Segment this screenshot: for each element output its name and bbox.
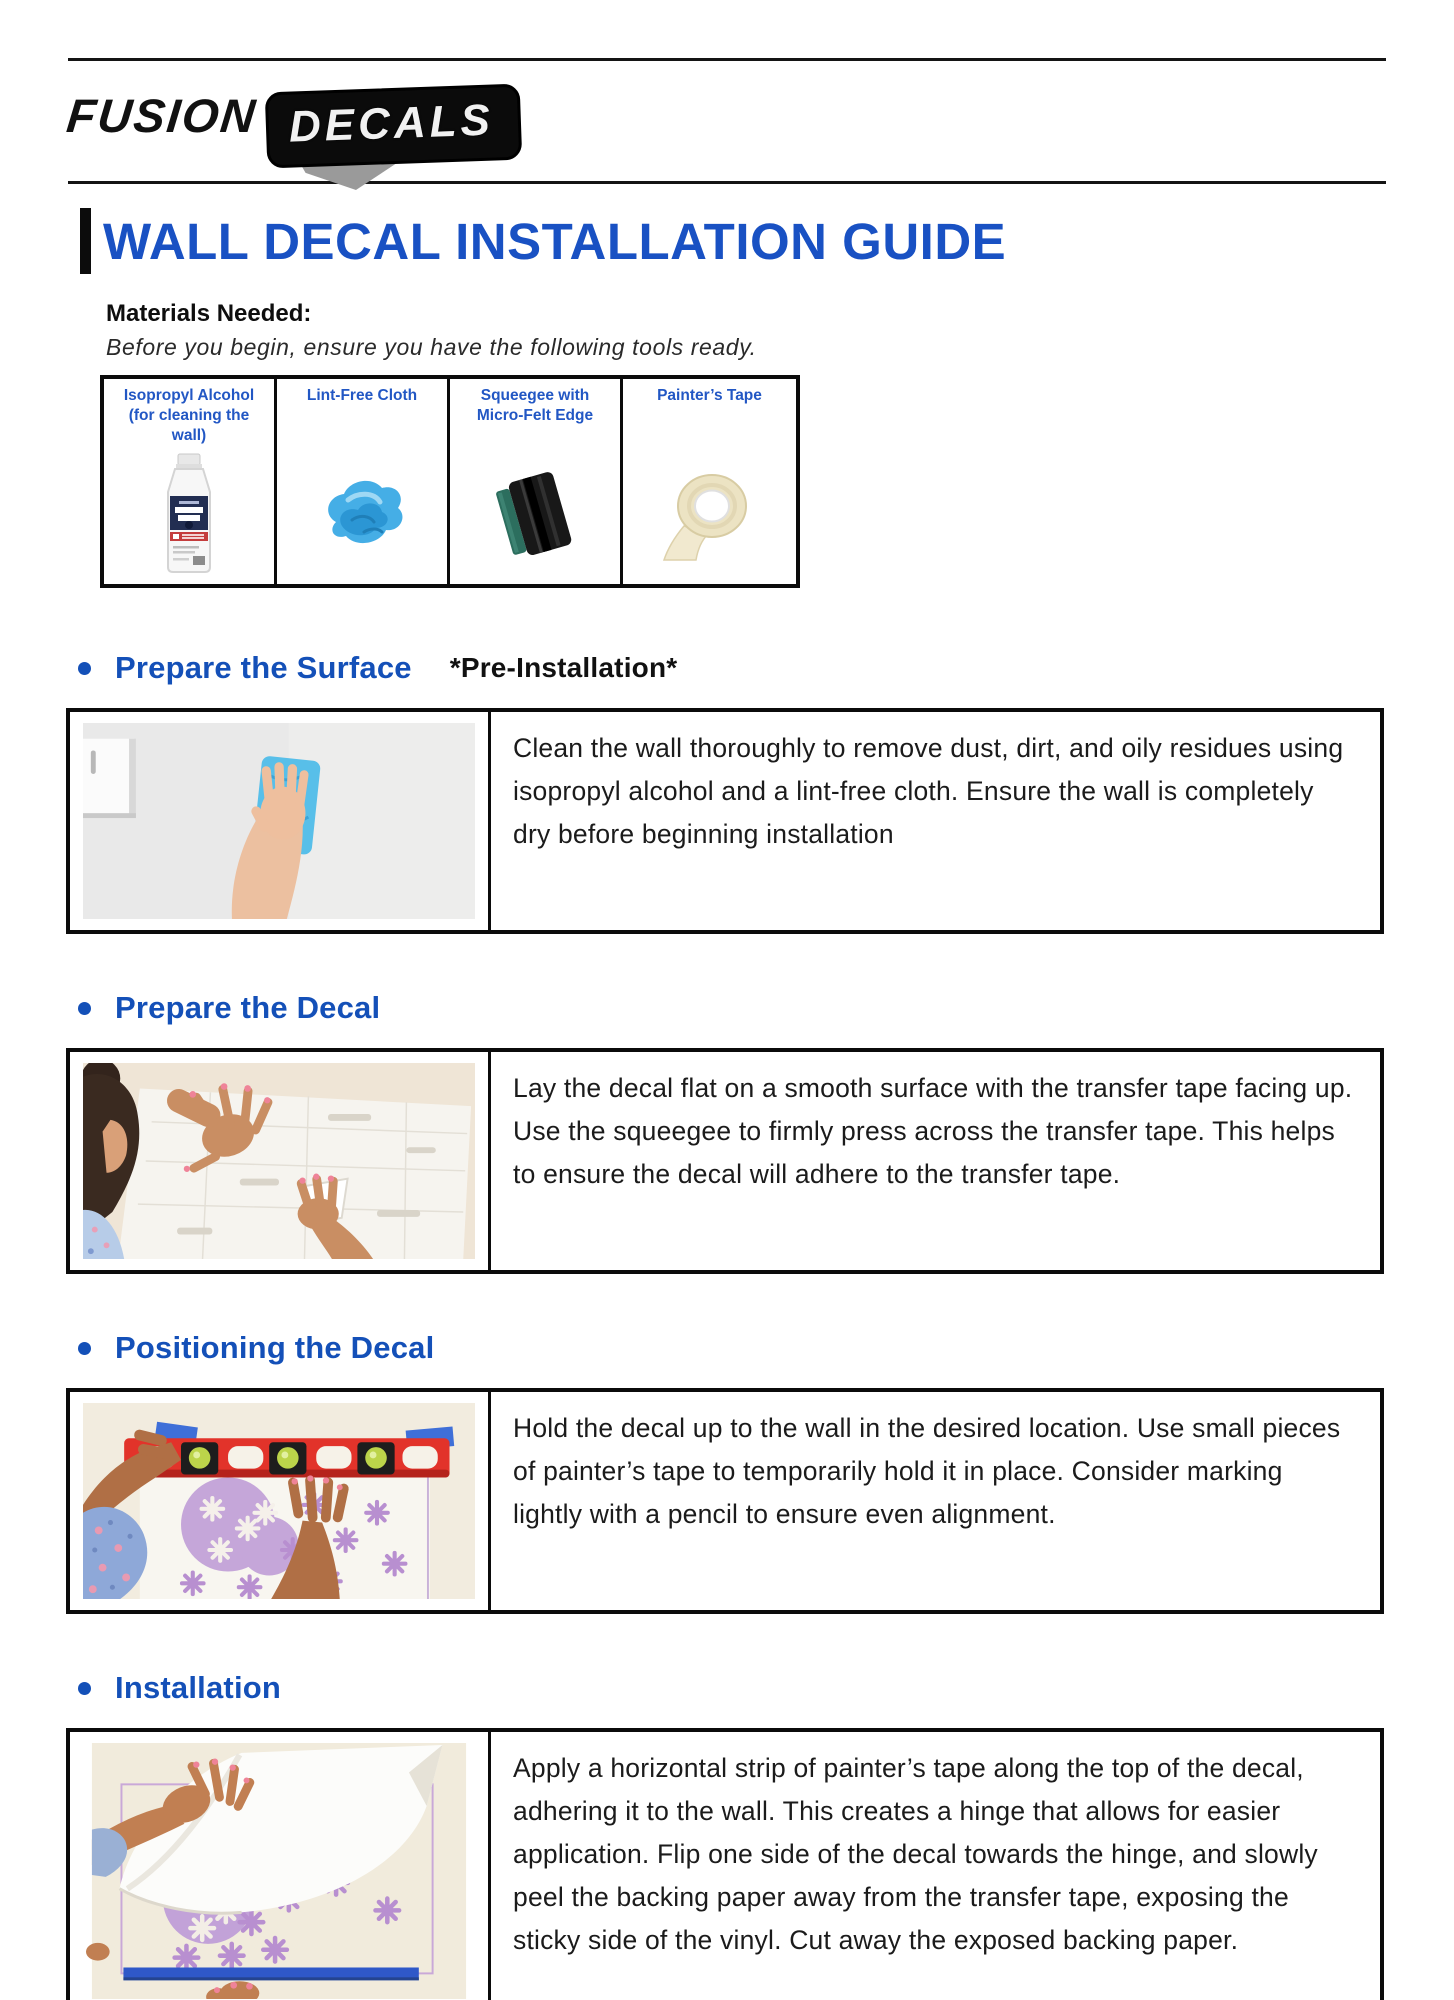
section-heading-installation	[78, 1670, 1454, 1706]
bullet-icon	[78, 662, 91, 675]
painters-tape-roll-icon	[651, 450, 769, 576]
section-note: *Pre-Installation*	[449, 652, 678, 683]
materials-table	[100, 375, 800, 588]
section-heading-prepare-the-decal	[78, 990, 1454, 1026]
step-image-cell	[70, 712, 488, 930]
logo-text-decals: DECALS	[264, 84, 521, 169]
step-box-prepare-the-surface	[66, 708, 1384, 934]
logo-decals-badge	[266, 88, 521, 164]
bullet-icon	[78, 1002, 91, 1015]
material-label: Squeegee with Micro-Felt Edge	[476, 387, 594, 425]
title-accent-bar	[80, 208, 91, 274]
page-title	[80, 208, 1454, 274]
section-heading-positioning-the-decal	[78, 1330, 1454, 1366]
isopropyl-alcohol-bottle-icon	[130, 450, 248, 576]
material-label: Painter’s Tape	[657, 387, 762, 404]
materials-cell-painters-tape	[623, 379, 796, 584]
step-instructions: Clean the wall thoroughly to remove dust, dirt, and oily residues using isopropyl alcohol and a lint-free cloth. Ensure the wall is completely dry before beginning installation	[513, 733, 1344, 849]
section-title: Prepare the Surface	[115, 650, 412, 685]
leveling-decal-photo	[83, 1403, 475, 1599]
step-instructions: Apply a horizontal strip of painter’s tape along the top of the decal, adhering it to the wall. This creates a hinge that allows for easier application. Flip one side of the decal towards the hinge, and slowly peel the backing paper away from the transfer tape, exposing the sticky side of the vinyl. Cut away the exposed backing paper.	[513, 1753, 1318, 1955]
lint-free-cloth-icon	[303, 450, 421, 576]
divider-top	[68, 58, 1386, 61]
squeegee-icon	[476, 450, 594, 576]
step-box-positioning-the-decal	[66, 1388, 1384, 1614]
material-label: Isopropyl Alcohol (for cleaning the wall)	[123, 387, 255, 445]
peeling-backing-paper-photo	[83, 1743, 475, 1999]
materials-cell-lint-free-cloth	[277, 379, 450, 584]
section-heading-prepare-the-surface	[78, 650, 1454, 686]
material-label: Lint-Free Cloth	[306, 387, 418, 404]
logo-text-fusion: FUSION	[64, 88, 260, 142]
step-instructions: Lay the decal flat on a smooth surface with the transfer tape facing up. Use the squeegee to firmly press across the transfer tape. This helps to ensure the decal will adhere to the transfer tape.	[513, 1073, 1353, 1189]
brand-logo	[66, 75, 1454, 177]
materials-cell-squeegee	[450, 379, 623, 584]
section-title: Prepare the Decal	[115, 990, 381, 1025]
step-box-prepare-the-decal	[66, 1048, 1384, 1274]
section-title: Positioning the Decal	[115, 1330, 435, 1365]
bullet-icon	[78, 1342, 91, 1355]
materials-intro: Before you begin, ensure you have the following tools ready.	[106, 334, 757, 360]
materials-heading: Materials Needed:	[106, 300, 312, 327]
divider-under-logo	[68, 181, 1386, 184]
pressing-decal-photo	[83, 1063, 475, 1259]
step-image-cell	[70, 1392, 488, 1610]
bullet-icon	[78, 1682, 91, 1695]
step-box-installation	[66, 1728, 1384, 2000]
hand-wiping-wall-photo	[83, 723, 475, 919]
step-image-cell	[70, 1052, 488, 1270]
page-title-text: WALL DECAL INSTALLATION GUIDE	[103, 212, 1007, 270]
section-title: Installation	[115, 1670, 282, 1705]
step-image-cell	[70, 1732, 488, 2000]
materials-cell-isopropyl-alcohol	[104, 379, 277, 584]
step-instructions: Hold the decal up to the wall in the desired location. Use small pieces of painter’s tape to temporarily hold it in place. Consider marking lightly with a pencil to ensure even alignment.	[513, 1413, 1341, 1529]
